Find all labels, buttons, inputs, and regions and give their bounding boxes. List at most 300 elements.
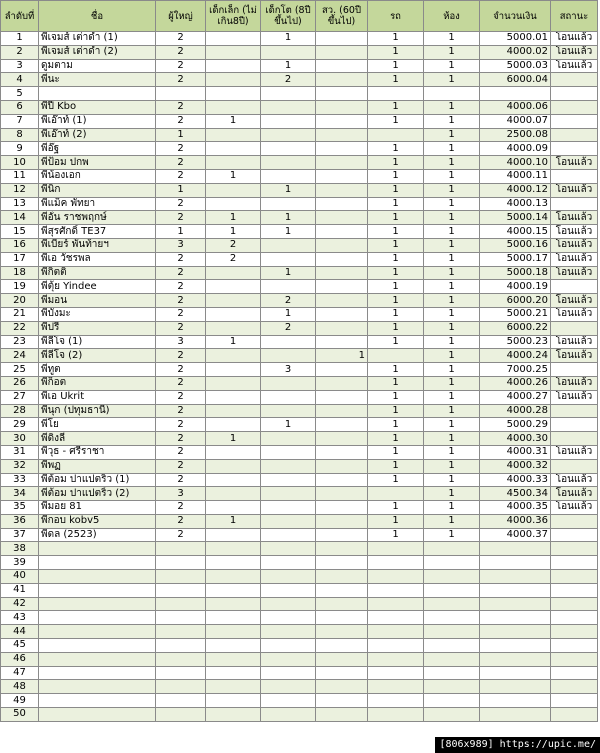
- cell-amount: 4000.33: [480, 473, 551, 487]
- cell-room: [424, 583, 480, 597]
- cell-child-small: [206, 459, 261, 473]
- table-row: [1, 501, 598, 515]
- cell-child-small: 1: [206, 335, 261, 349]
- cell-child-big: 1: [261, 307, 316, 321]
- cell-car: 1: [368, 238, 424, 252]
- cell-name: พี่ลีโจ (1): [39, 335, 156, 349]
- cell-adult: 2: [156, 307, 206, 321]
- cell-no: 11: [1, 169, 39, 183]
- cell-adult: 3: [156, 335, 206, 349]
- cell-amount: 4000.19: [480, 280, 551, 294]
- cell-amount: 6000.22: [480, 321, 551, 335]
- cell-senior: [316, 142, 368, 156]
- cell-no: 46: [1, 652, 39, 666]
- cell-child-big: [261, 114, 316, 128]
- cell-amount: [480, 556, 551, 570]
- cell-adult: 2: [156, 528, 206, 542]
- table-row: [1, 169, 598, 183]
- cell-child-big: [261, 625, 316, 639]
- cell-name: [39, 556, 156, 570]
- cell-status: [551, 652, 598, 666]
- cell-room: 1: [424, 183, 480, 197]
- cell-adult: [156, 680, 206, 694]
- cell-adult: [156, 542, 206, 556]
- cell-room: 1: [424, 335, 480, 349]
- cell-amount: 5000.29: [480, 418, 551, 432]
- cell-name: [39, 87, 156, 101]
- cell-car: [368, 694, 424, 708]
- col-header-adult: ผู้ใหญ่: [156, 1, 206, 32]
- table-row: [1, 680, 598, 694]
- cell-child-small: 1: [206, 225, 261, 239]
- cell-adult: 2: [156, 390, 206, 404]
- cell-adult: 2: [156, 100, 206, 114]
- cell-adult: 2: [156, 432, 206, 446]
- cell-name: พี่นุก (ปทุมธานี): [39, 404, 156, 418]
- table-row: [1, 597, 598, 611]
- cell-senior: [316, 211, 368, 225]
- cell-room: [424, 542, 480, 556]
- cell-child-small: [206, 294, 261, 308]
- cell-name: พี่เอ๊าท์ (1): [39, 114, 156, 128]
- cell-car: 1: [368, 376, 424, 390]
- cell-senior: [316, 652, 368, 666]
- table-row: [1, 349, 598, 363]
- cell-car: 1: [368, 197, 424, 211]
- cell-no: 29: [1, 418, 39, 432]
- cell-room: 1: [424, 114, 480, 128]
- cell-name: [39, 583, 156, 597]
- cell-child-big: 2: [261, 294, 316, 308]
- cell-name: [39, 625, 156, 639]
- cell-amount: 5000.14: [480, 211, 551, 225]
- cell-status: โอนแล้ว: [551, 390, 598, 404]
- cell-room: 1: [424, 514, 480, 528]
- cell-child-big: 2: [261, 321, 316, 335]
- col-header-room: ห้อง: [424, 1, 480, 32]
- cell-room: 1: [424, 266, 480, 280]
- cell-car: 1: [368, 418, 424, 432]
- cell-name: [39, 666, 156, 680]
- cell-name: พี่แม็ค พัทยา: [39, 197, 156, 211]
- cell-no: 42: [1, 597, 39, 611]
- cell-child-small: [206, 694, 261, 708]
- cell-status: [551, 197, 598, 211]
- cell-no: 40: [1, 570, 39, 584]
- cell-room: 1: [424, 294, 480, 308]
- cell-status: [551, 280, 598, 294]
- cell-adult: [156, 87, 206, 101]
- cell-senior: [316, 252, 368, 266]
- table-row: [1, 666, 598, 680]
- cell-car: [368, 487, 424, 501]
- cell-car: 1: [368, 266, 424, 280]
- cell-no: 41: [1, 583, 39, 597]
- cell-adult: 2: [156, 280, 206, 294]
- cell-child-small: [206, 666, 261, 680]
- cell-room: 1: [424, 197, 480, 211]
- cell-senior: [316, 363, 368, 377]
- cell-no: 22: [1, 321, 39, 335]
- cell-status: [551, 680, 598, 694]
- cell-status: [551, 142, 598, 156]
- cell-child-big: [261, 349, 316, 363]
- cell-car: 1: [368, 294, 424, 308]
- cell-amount: 4000.07: [480, 114, 551, 128]
- cell-adult: [156, 694, 206, 708]
- cell-child-big: [261, 142, 316, 156]
- cell-senior: [316, 694, 368, 708]
- cell-amount: 5000.01: [480, 32, 551, 46]
- table-row: [1, 114, 598, 128]
- cell-name: พี่เอ Ukrit: [39, 390, 156, 404]
- cell-child-big: [261, 639, 316, 653]
- table-row: [1, 238, 598, 252]
- cell-no: 8: [1, 128, 39, 142]
- cell-senior: [316, 639, 368, 653]
- cell-child-big: 2: [261, 73, 316, 87]
- cell-room: 1: [424, 156, 480, 170]
- cell-senior: [316, 459, 368, 473]
- table-row: [1, 708, 598, 722]
- cell-amount: 4000.12: [480, 183, 551, 197]
- cell-status: [551, 169, 598, 183]
- cell-adult: 2: [156, 376, 206, 390]
- cell-child-small: [206, 570, 261, 584]
- cell-status: โอนแล้ว: [551, 307, 598, 321]
- cell-adult: 3: [156, 238, 206, 252]
- cell-senior: [316, 487, 368, 501]
- table-row: [1, 335, 598, 349]
- cell-adult: 2: [156, 45, 206, 59]
- table-row: [1, 418, 598, 432]
- table-row: [1, 459, 598, 473]
- cell-name: พี่อ๊ฐ: [39, 142, 156, 156]
- cell-child-small: [206, 307, 261, 321]
- cell-child-big: [261, 514, 316, 528]
- cell-amount: 4000.31: [480, 445, 551, 459]
- cell-amount: 4000.28: [480, 404, 551, 418]
- cell-no: 4: [1, 73, 39, 87]
- cell-adult: 2: [156, 514, 206, 528]
- cell-no: 37: [1, 528, 39, 542]
- cell-amount: [480, 583, 551, 597]
- cell-room: 1: [424, 321, 480, 335]
- cell-car: 1: [368, 321, 424, 335]
- cell-child-small: [206, 611, 261, 625]
- cell-senior: [316, 528, 368, 542]
- cell-adult: 2: [156, 142, 206, 156]
- cell-child-big: [261, 45, 316, 59]
- cell-no: 20: [1, 294, 39, 308]
- cell-child-small: [206, 321, 261, 335]
- cell-car: [368, 611, 424, 625]
- cell-senior: [316, 418, 368, 432]
- cell-amount: 4000.10: [480, 156, 551, 170]
- cell-car: 1: [368, 335, 424, 349]
- cell-child-small: [206, 156, 261, 170]
- cell-name: พี่เจมส์ เต่าดำ (1): [39, 32, 156, 46]
- cell-car: [368, 639, 424, 653]
- cell-adult: 2: [156, 197, 206, 211]
- cell-senior: [316, 404, 368, 418]
- cell-child-big: 1: [261, 418, 316, 432]
- cell-child-big: [261, 611, 316, 625]
- table-row: [1, 376, 598, 390]
- table-row: [1, 32, 598, 46]
- col-header-name: ชื่อ: [39, 1, 156, 32]
- cell-name: พี่สุรศักดิ์ TE37: [39, 225, 156, 239]
- cell-amount: 4000.02: [480, 45, 551, 59]
- cell-senior: [316, 570, 368, 584]
- cell-senior: [316, 59, 368, 73]
- cell-no: 18: [1, 266, 39, 280]
- table-row: [1, 583, 598, 597]
- cell-amount: 5000.18: [480, 266, 551, 280]
- cell-room: 1: [424, 280, 480, 294]
- cell-name: พี่กอบ kobv5: [39, 514, 156, 528]
- cell-child-big: [261, 335, 316, 349]
- cell-child-big: [261, 694, 316, 708]
- cell-child-big: [261, 280, 316, 294]
- cell-car: [368, 556, 424, 570]
- cell-room: 1: [424, 128, 480, 142]
- cell-senior: [316, 473, 368, 487]
- cell-adult: 2: [156, 363, 206, 377]
- cell-amount: [480, 597, 551, 611]
- cell-name: พี่นิก: [39, 183, 156, 197]
- cell-senior: [316, 169, 368, 183]
- cell-child-small: [206, 59, 261, 73]
- cell-no: 16: [1, 238, 39, 252]
- cell-amount: [480, 652, 551, 666]
- cell-car: 1: [368, 73, 424, 87]
- cell-amount: 4000.24: [480, 349, 551, 363]
- cell-car: [368, 349, 424, 363]
- cell-amount: [480, 639, 551, 653]
- cell-adult: [156, 611, 206, 625]
- cell-car: 1: [368, 59, 424, 73]
- cell-senior: [316, 294, 368, 308]
- table-row: [1, 404, 598, 418]
- cell-status: [551, 321, 598, 335]
- table-row: [1, 294, 598, 308]
- cell-car: [368, 597, 424, 611]
- col-header-child-big: เด็กโต (8ปีขึ้นไป): [261, 1, 316, 32]
- table-row: [1, 528, 598, 542]
- cell-name: [39, 597, 156, 611]
- cell-amount: 4000.35: [480, 501, 551, 515]
- cell-adult: 2: [156, 445, 206, 459]
- cell-status: [551, 459, 598, 473]
- cell-child-big: [261, 390, 316, 404]
- cell-name: พี่ดล (2523): [39, 528, 156, 542]
- cell-child-big: [261, 169, 316, 183]
- cell-senior: [316, 445, 368, 459]
- cell-no: 3: [1, 59, 39, 73]
- cell-senior: [316, 197, 368, 211]
- cell-room: 1: [424, 528, 480, 542]
- col-header-status: สถานะ: [551, 1, 598, 32]
- table-row: [1, 363, 598, 377]
- cell-child-big: 1: [261, 211, 316, 225]
- cell-car: 1: [368, 363, 424, 377]
- cell-amount: [480, 666, 551, 680]
- cell-child-big: [261, 583, 316, 597]
- cell-no: 43: [1, 611, 39, 625]
- table-row: [1, 100, 598, 114]
- cell-child-small: [206, 445, 261, 459]
- cell-no: 6: [1, 100, 39, 114]
- cell-child-big: [261, 473, 316, 487]
- cell-amount: 4000.26: [480, 376, 551, 390]
- cell-status: [551, 363, 598, 377]
- table-row: [1, 432, 598, 446]
- table-row: [1, 694, 598, 708]
- cell-adult: [156, 625, 206, 639]
- cell-status: [551, 418, 598, 432]
- table-row: [1, 542, 598, 556]
- cell-child-small: [206, 128, 261, 142]
- cell-amount: 4000.06: [480, 100, 551, 114]
- cell-car: [368, 680, 424, 694]
- cell-room: [424, 708, 480, 722]
- cell-no: 38: [1, 542, 39, 556]
- cell-no: 14: [1, 211, 39, 225]
- cell-no: 44: [1, 625, 39, 639]
- cell-child-big: [261, 542, 316, 556]
- cell-car: [368, 542, 424, 556]
- cell-status: โอนแล้ว: [551, 501, 598, 515]
- cell-room: [424, 570, 480, 584]
- table-row: [1, 128, 598, 142]
- cell-child-big: [261, 597, 316, 611]
- cell-amount: 7000.25: [480, 363, 551, 377]
- cell-child-small: [206, 556, 261, 570]
- cell-name: พี่นะ: [39, 73, 156, 87]
- cell-adult: [156, 666, 206, 680]
- cell-no: 48: [1, 680, 39, 694]
- cell-car: 1: [368, 32, 424, 46]
- cell-amount: [480, 680, 551, 694]
- cell-car: 1: [368, 445, 424, 459]
- cell-room: 1: [424, 307, 480, 321]
- cell-car: 1: [368, 100, 424, 114]
- cell-child-big: [261, 100, 316, 114]
- cell-room: [424, 556, 480, 570]
- cell-senior: [316, 307, 368, 321]
- cell-child-small: 1: [206, 514, 261, 528]
- cell-room: 1: [424, 376, 480, 390]
- cell-child-big: 1: [261, 32, 316, 46]
- col-header-amount: จำนวนเงิน: [480, 1, 551, 32]
- cell-room: 1: [424, 404, 480, 418]
- cell-child-small: [206, 100, 261, 114]
- table-row: [1, 156, 598, 170]
- table-row: [1, 73, 598, 87]
- cell-name: พี่ต้อม ปาแปตริ้ว (2): [39, 487, 156, 501]
- cell-name: พี่ปี Kbo: [39, 100, 156, 114]
- table-row: [1, 390, 598, 404]
- cell-status: [551, 570, 598, 584]
- cell-no: 1: [1, 32, 39, 46]
- cell-senior: [316, 583, 368, 597]
- cell-child-small: 1: [206, 114, 261, 128]
- cell-no: 32: [1, 459, 39, 473]
- cell-amount: 5000.17: [480, 252, 551, 266]
- cell-amount: 5000.16: [480, 238, 551, 252]
- cell-no: 17: [1, 252, 39, 266]
- cell-amount: 4000.37: [480, 528, 551, 542]
- cell-adult: 2: [156, 266, 206, 280]
- cell-name: [39, 570, 156, 584]
- cell-status: โอนแล้ว: [551, 32, 598, 46]
- cell-child-big: [261, 666, 316, 680]
- cell-amount: 2500.08: [480, 128, 551, 142]
- cell-senior: [316, 73, 368, 87]
- cell-child-small: [206, 708, 261, 722]
- table-row: [1, 514, 598, 528]
- cell-status: โอนแล้ว: [551, 294, 598, 308]
- table-row: [1, 197, 598, 211]
- cell-name: [39, 680, 156, 694]
- cell-amount: 6000.20: [480, 294, 551, 308]
- cell-name: พี่ลีโจ (2): [39, 349, 156, 363]
- cell-adult: 1: [156, 225, 206, 239]
- cell-adult: 3: [156, 487, 206, 501]
- table-row: [1, 473, 598, 487]
- cell-child-big: [261, 652, 316, 666]
- cell-amount: [480, 87, 551, 101]
- cell-amount: 4000.30: [480, 432, 551, 446]
- cell-room: 1: [424, 100, 480, 114]
- cell-no: 12: [1, 183, 39, 197]
- cell-no: 27: [1, 390, 39, 404]
- cell-adult: 1: [156, 183, 206, 197]
- cell-room: [424, 87, 480, 101]
- cell-name: พี่เอ๊าท์ (2): [39, 128, 156, 142]
- table-row: [1, 570, 598, 584]
- cell-name: พี่มอน: [39, 294, 156, 308]
- cell-child-small: [206, 625, 261, 639]
- cell-room: 1: [424, 45, 480, 59]
- cell-senior: [316, 114, 368, 128]
- cell-room: 1: [424, 418, 480, 432]
- cell-room: [424, 597, 480, 611]
- cell-child-big: [261, 156, 316, 170]
- cell-child-small: [206, 183, 261, 197]
- cell-name: พี่น้องเอก: [39, 169, 156, 183]
- cell-name: [39, 611, 156, 625]
- cell-name: ดูมตาม: [39, 59, 156, 73]
- cell-no: 35: [1, 501, 39, 515]
- cell-adult: 2: [156, 501, 206, 515]
- cell-amount: [480, 708, 551, 722]
- cell-room: 1: [424, 32, 480, 46]
- cell-name: พี่ดิงลี่: [39, 432, 156, 446]
- cell-senior: [316, 376, 368, 390]
- cell-senior: [316, 32, 368, 46]
- cell-child-small: [206, 487, 261, 501]
- cell-adult: 2: [156, 473, 206, 487]
- table-row: [1, 652, 598, 666]
- cell-room: 1: [424, 225, 480, 239]
- cell-status: [551, 514, 598, 528]
- cell-room: 1: [424, 501, 480, 515]
- cell-status: [551, 666, 598, 680]
- cell-status: โอนแล้ว: [551, 376, 598, 390]
- cell-adult: 2: [156, 114, 206, 128]
